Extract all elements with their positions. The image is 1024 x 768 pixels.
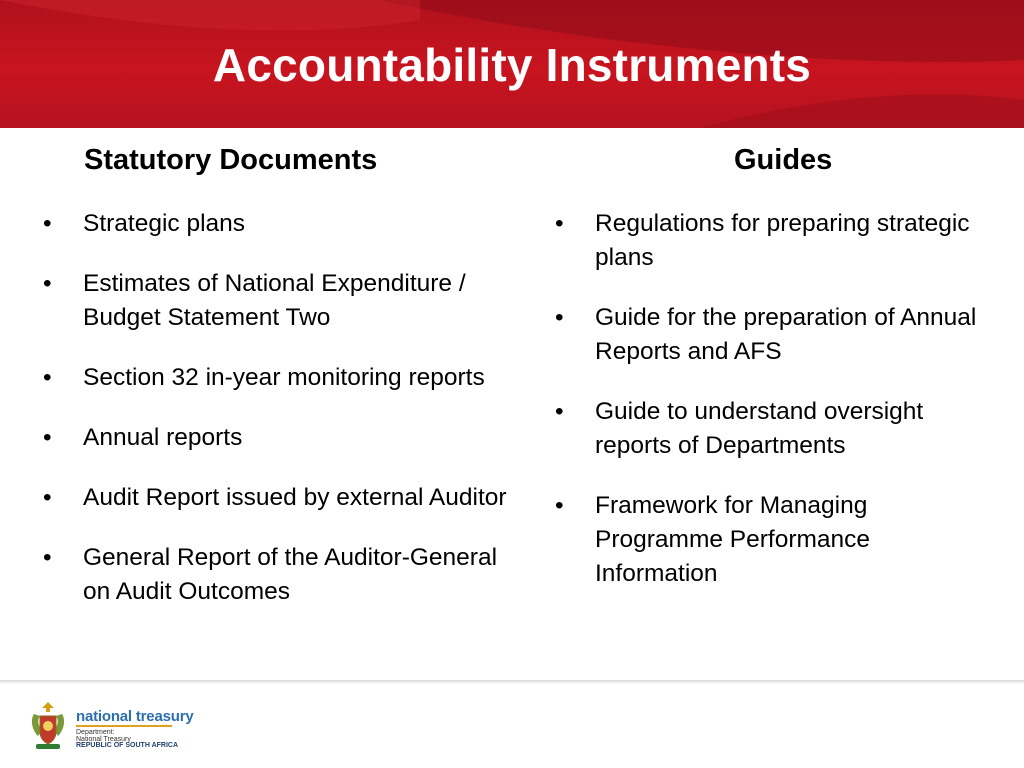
list-item-text: Guide to understand oversight reports of Departments bbox=[595, 398, 924, 459]
list-item-text: Audit Report issued by external Auditor bbox=[83, 484, 507, 511]
statutory-documents-list bbox=[40, 207, 520, 635]
bullet-icon: • bbox=[43, 424, 52, 451]
bullet-icon: • bbox=[43, 364, 52, 391]
statutory-documents-heading: Statutory Documents bbox=[84, 144, 378, 176]
list-item-text: Guide for the preparation of Annual Reports and AFS bbox=[595, 304, 977, 365]
logo-department-name: National Treasury bbox=[76, 736, 131, 743]
bullet-icon: • bbox=[43, 544, 52, 571]
bullet-icon: • bbox=[43, 270, 52, 297]
list-item bbox=[40, 267, 520, 335]
list-item-text: Strategic plans bbox=[83, 210, 246, 237]
bullet-icon: • bbox=[555, 492, 564, 519]
list-item-text: Estimates of National Expenditure / Budget Statement Two bbox=[83, 270, 466, 331]
list-item bbox=[40, 207, 520, 241]
list-item-text: Section 32 in-year monitoring reports bbox=[83, 364, 485, 391]
list-item-text: Regulations for preparing strategic plans bbox=[595, 210, 970, 271]
bullet-icon: • bbox=[43, 484, 52, 511]
guides-heading: Guides bbox=[734, 144, 833, 176]
header-banner bbox=[0, 0, 1024, 128]
list-item bbox=[40, 421, 520, 455]
list-item bbox=[552, 489, 992, 591]
bullet-icon: • bbox=[555, 210, 564, 237]
coat-of-arms-icon bbox=[28, 700, 68, 752]
guides-list bbox=[552, 207, 992, 617]
logo-underline bbox=[76, 725, 172, 727]
list-item bbox=[552, 395, 992, 463]
list-item bbox=[40, 361, 520, 395]
bullet-icon: • bbox=[555, 398, 564, 425]
list-item-text: Framework for Managing Programme Performance Information bbox=[595, 492, 871, 587]
logo-department-label: Department: bbox=[76, 729, 115, 736]
page-title: Accountability Instruments bbox=[212, 39, 812, 91]
bullet-icon: • bbox=[555, 304, 564, 331]
list-item bbox=[40, 541, 520, 609]
footer-divider bbox=[0, 680, 1024, 684]
list-item bbox=[40, 481, 520, 515]
list-item bbox=[552, 207, 992, 275]
logo-wordmark: national treasury bbox=[76, 708, 194, 725]
list-item-text: Annual reports bbox=[83, 424, 243, 451]
list-item-text: General Report of the Auditor-General on Audit Outcomes bbox=[83, 544, 498, 605]
list-item bbox=[552, 301, 992, 369]
bullet-icon: • bbox=[43, 210, 52, 237]
logo-country: REPUBLIC OF SOUTH AFRICA bbox=[76, 742, 179, 749]
